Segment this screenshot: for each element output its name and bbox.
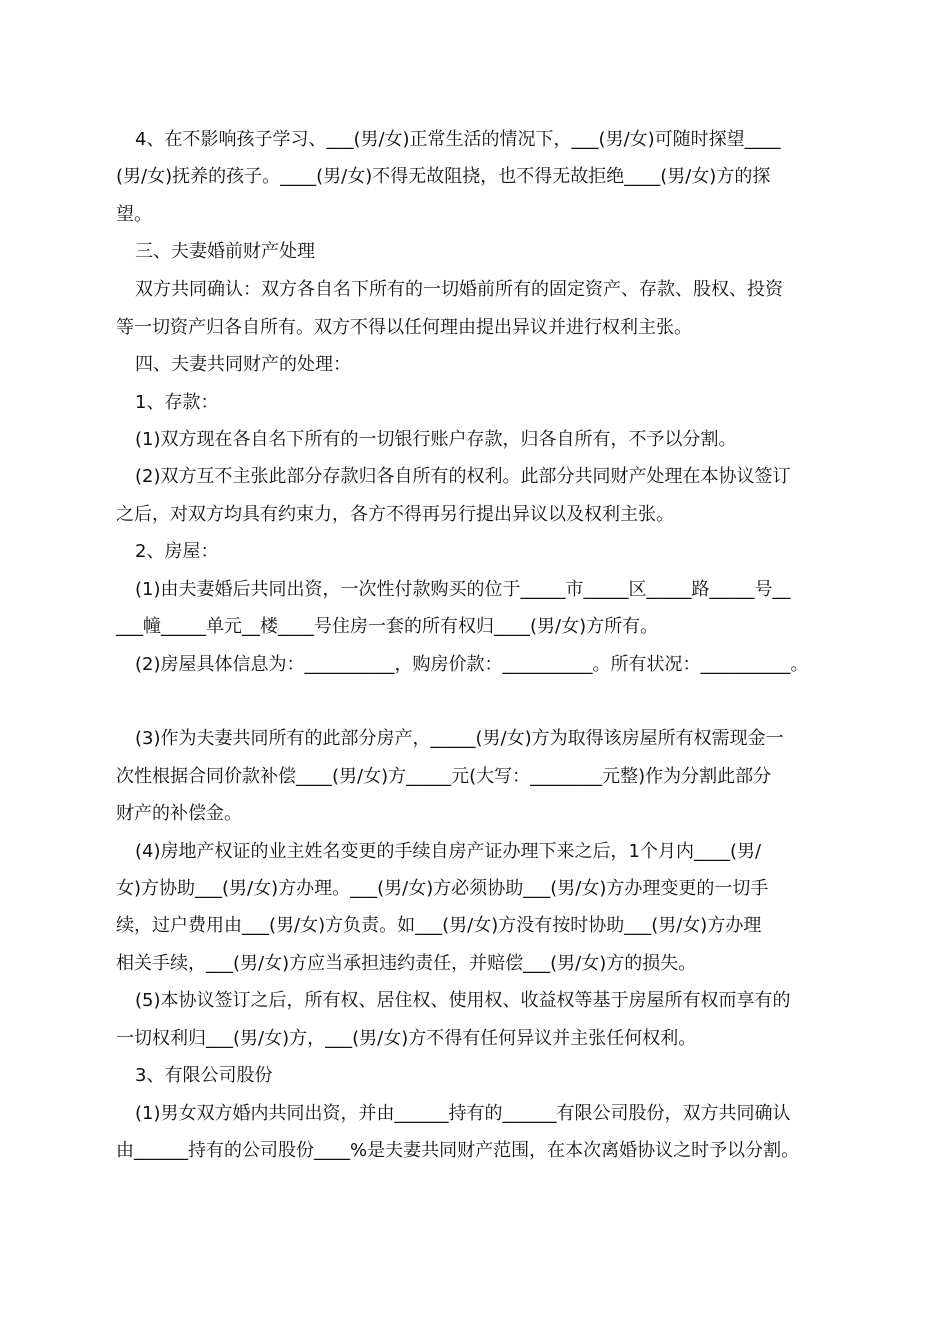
paragraph-line: 财产的补偿金。 <box>116 803 242 824</box>
section-heading: 三、夫妻婚前财产处理 <box>135 241 315 262</box>
paragraph-line: (5)本协议签订之后，所有权、居住权、使用权、收益权等基于房屋所有权而享有的 <box>135 990 791 1011</box>
paragraph-line: (2)双方互不主张此部分存款归各自所有的权利。此部分共同财产处理在本协议签订 <box>135 466 791 487</box>
paragraph-line: 次性根据合同价款补偿____(男/女)方_____元(大写：________元整)作为分割此部分 <box>116 766 772 787</box>
paragraph-line: (男/女)抚养的孩子。____(男/女)不得无故阻挠，也不得无故拒绝____(男/女)方的探 <box>116 166 771 187</box>
subsection-heading: 2、房屋： <box>135 541 219 562</box>
paragraph-line: (3)作为夫妻共同所有的此部分房产，_____(男/女)方为取得该房屋所有权需现金一 <box>135 728 784 749</box>
paragraph-line: 双方共同确认：双方各自名下所有的一切婚前所有的固定资产、存款、股权、投资 <box>135 279 783 300</box>
paragraph-line: 4、在不影响孩子学习、___(男/女)正常生活的情况下，___(男/女)可随时探望____ <box>135 129 781 150</box>
paragraph-line: 望。 <box>116 204 152 225</box>
paragraph-line: 等一切资产归各自所有。双方不得以任何理由提出异议并进行权利主张。 <box>116 317 692 338</box>
paragraph-line: ___幢_____单元__楼____号住房一套的所有权归____(男/女)方所有。 <box>116 616 659 637</box>
paragraph-line: 由______持有的公司股份____%是夫妻共同财产范围，在本次离婚协议之时予以分割。 <box>116 1140 800 1161</box>
subsection-heading: 3、有限公司股份 <box>135 1065 273 1086</box>
paragraph-line: (1)由夫妻婚后共同出资，一次性付款购买的位于_____市_____区_____路_____号__ <box>135 579 791 600</box>
paragraph-line: 之后，对双方均具有约束力，各方不得再另行提出异议以及权利主张。 <box>116 504 674 525</box>
paragraph-line: (4)房地产权证的业主姓名变更的手续自房产证办理下来之后，1个月内____(男/ <box>135 841 762 862</box>
paragraph-line: 一切权利归___(男/女)方，___(男/女)方不得有任何异议并主张任何权利。 <box>116 1028 697 1049</box>
paragraph-line: 相关手续，___(男/女)方应当承担违约责任，并赔偿___(男/女)方的损失。 <box>116 953 697 974</box>
paragraph-line: 续，过户费用由___(男/女)方负责。如___(男/女)方没有按时协助___(男/女)方办理 <box>116 915 762 936</box>
paragraph-line: (1)男女双方婚内共同出资，并由______持有的______有限公司股份，双方共同确认 <box>135 1103 791 1124</box>
paragraph-line: (2)房屋具体信息为：__________，购房价款：__________。所有状况：__________。 <box>135 654 809 675</box>
paragraph-line: (1)双方现在各自名下所有的一切银行账户存款，归各自所有，不予以分割。 <box>135 429 737 450</box>
subsection-heading: 1、存款： <box>135 392 219 413</box>
paragraph-line: 女)方协助___(男/女)方办理。___(男/女)方必须协助___(男/女)方办理变更的一切手 <box>116 878 769 899</box>
section-heading: 四、夫妻共同财产的处理： <box>135 354 351 375</box>
